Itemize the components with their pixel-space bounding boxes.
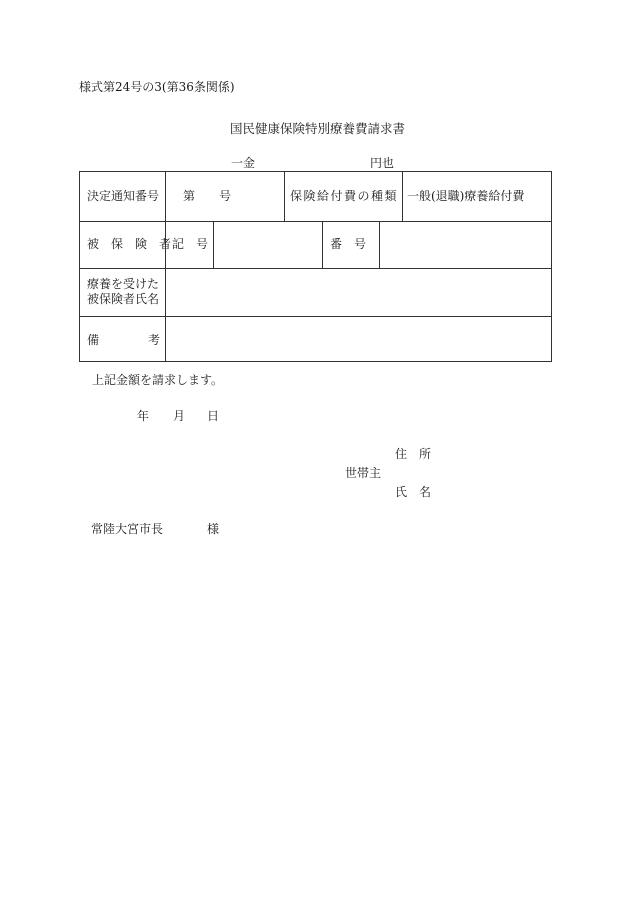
decision-number-label: 決定通知番号 — [87, 189, 160, 203]
symbol-field[interactable] — [229, 230, 309, 260]
addressee-honorific: 様 — [207, 522, 220, 536]
recipient-label-line1: 療養を受けた — [87, 277, 160, 291]
col-divider — [322, 221, 323, 268]
symbol-label: 記 号 — [172, 237, 209, 251]
recipient-name-field[interactable] — [172, 276, 542, 306]
insured-person-label: 被 保 険 者 — [87, 237, 172, 251]
col-divider — [213, 221, 214, 268]
benefit-type-value: 一般(退職)療養給付費 — [407, 189, 525, 203]
row-divider — [80, 268, 551, 269]
recipient-label-line2: 被保険者氏名 — [87, 292, 160, 306]
remarks-label: 備 — [87, 333, 100, 347]
addressee-label: 常陸大宮市長 — [91, 522, 164, 536]
remarks-label-end: 考 — [148, 333, 161, 347]
address-label: 住 所 — [395, 447, 432, 461]
date-month-label: 月 — [173, 409, 186, 423]
date-day-label: 日 — [207, 409, 220, 423]
label-column-divider — [165, 172, 166, 362]
number-label: 番 号 — [330, 237, 367, 251]
date-year-label: 年 — [137, 409, 150, 423]
form-number: 様式第24号の3(第36条関係) — [79, 80, 235, 94]
col-divider — [379, 221, 380, 268]
benefit-type-label: 保険給付費の種類 — [290, 189, 399, 203]
decision-number-field[interactable]: 第 号 — [183, 189, 232, 203]
amount-suffix: 円也 — [370, 156, 395, 170]
request-statement: 上記金額を請求します。 — [92, 373, 224, 387]
number-field[interactable] — [386, 230, 546, 260]
household-head-label: 世帯主 — [345, 466, 382, 480]
row-divider — [80, 221, 551, 222]
amount-prefix: 一金 — [231, 156, 256, 170]
claim-table — [79, 171, 552, 362]
row-divider — [80, 316, 551, 317]
form-title: 国民健康保険特別療養費請求書 — [230, 121, 406, 136]
col-divider — [402, 172, 403, 221]
remarks-field[interactable] — [172, 324, 542, 354]
col-divider — [284, 172, 285, 221]
name-label: 氏 名 — [395, 485, 432, 499]
